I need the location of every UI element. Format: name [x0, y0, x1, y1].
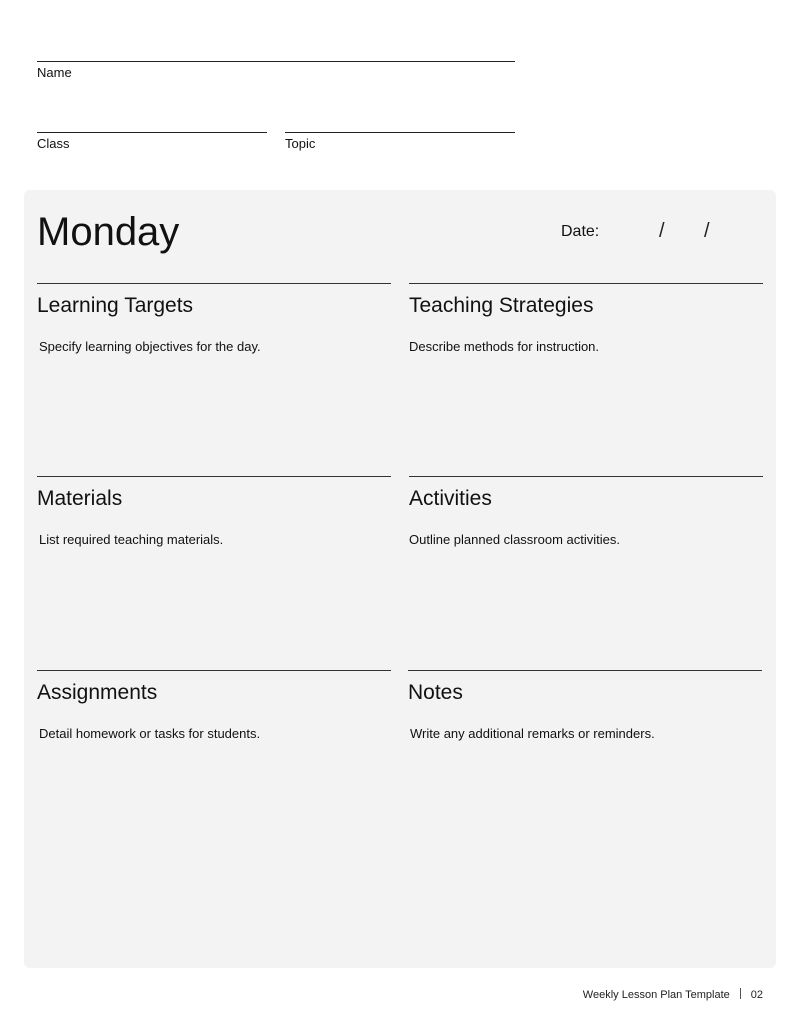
footer-page-number: 02: [750, 989, 763, 1001]
notes-title: Notes: [408, 681, 463, 704]
date-separator-2: /: [704, 220, 710, 242]
notes-description: Write any additional remarks or reminders.: [410, 726, 655, 741]
learning-targets-title: Learning Targets: [37, 294, 194, 317]
topic-field[interactable]: [285, 132, 515, 151]
section-teaching-strategies[interactable]: [409, 283, 763, 354]
section-learning-targets[interactable]: [37, 283, 391, 354]
teaching-strategies-title: Teaching Strategies: [409, 294, 594, 317]
name-label: Name: [37, 65, 72, 80]
day-panel: [24, 190, 776, 968]
assignments-title: Assignments: [37, 681, 158, 704]
activities-title: Activities: [409, 487, 492, 510]
section-notes[interactable]: [408, 670, 762, 741]
section-assignments[interactable]: [37, 670, 391, 741]
activities-description: Outline planned classroom activities.: [409, 532, 620, 547]
class-label: Class: [37, 136, 70, 151]
page-footer: [583, 988, 763, 1002]
name-field[interactable]: [37, 61, 515, 80]
footer-template-name: Weekly Lesson Plan Template: [582, 989, 730, 1001]
section-activities[interactable]: [409, 476, 763, 547]
teaching-strategies-description: Describe methods for instruction.: [409, 339, 600, 354]
materials-title: Materials: [37, 487, 123, 510]
footer-divider: [740, 988, 741, 999]
materials-description: List required teaching materials.: [39, 532, 224, 547]
date-label: Date:: [561, 223, 600, 240]
day-title: Monday: [37, 210, 180, 254]
topic-label: Topic: [285, 136, 316, 151]
section-materials[interactable]: [37, 476, 391, 547]
date-separator-1: /: [659, 220, 665, 242]
class-field[interactable]: [37, 132, 267, 151]
assignments-description: Detail homework or tasks for students.: [39, 726, 261, 741]
learning-targets-description: Specify learning objectives for the day.: [39, 339, 261, 354]
